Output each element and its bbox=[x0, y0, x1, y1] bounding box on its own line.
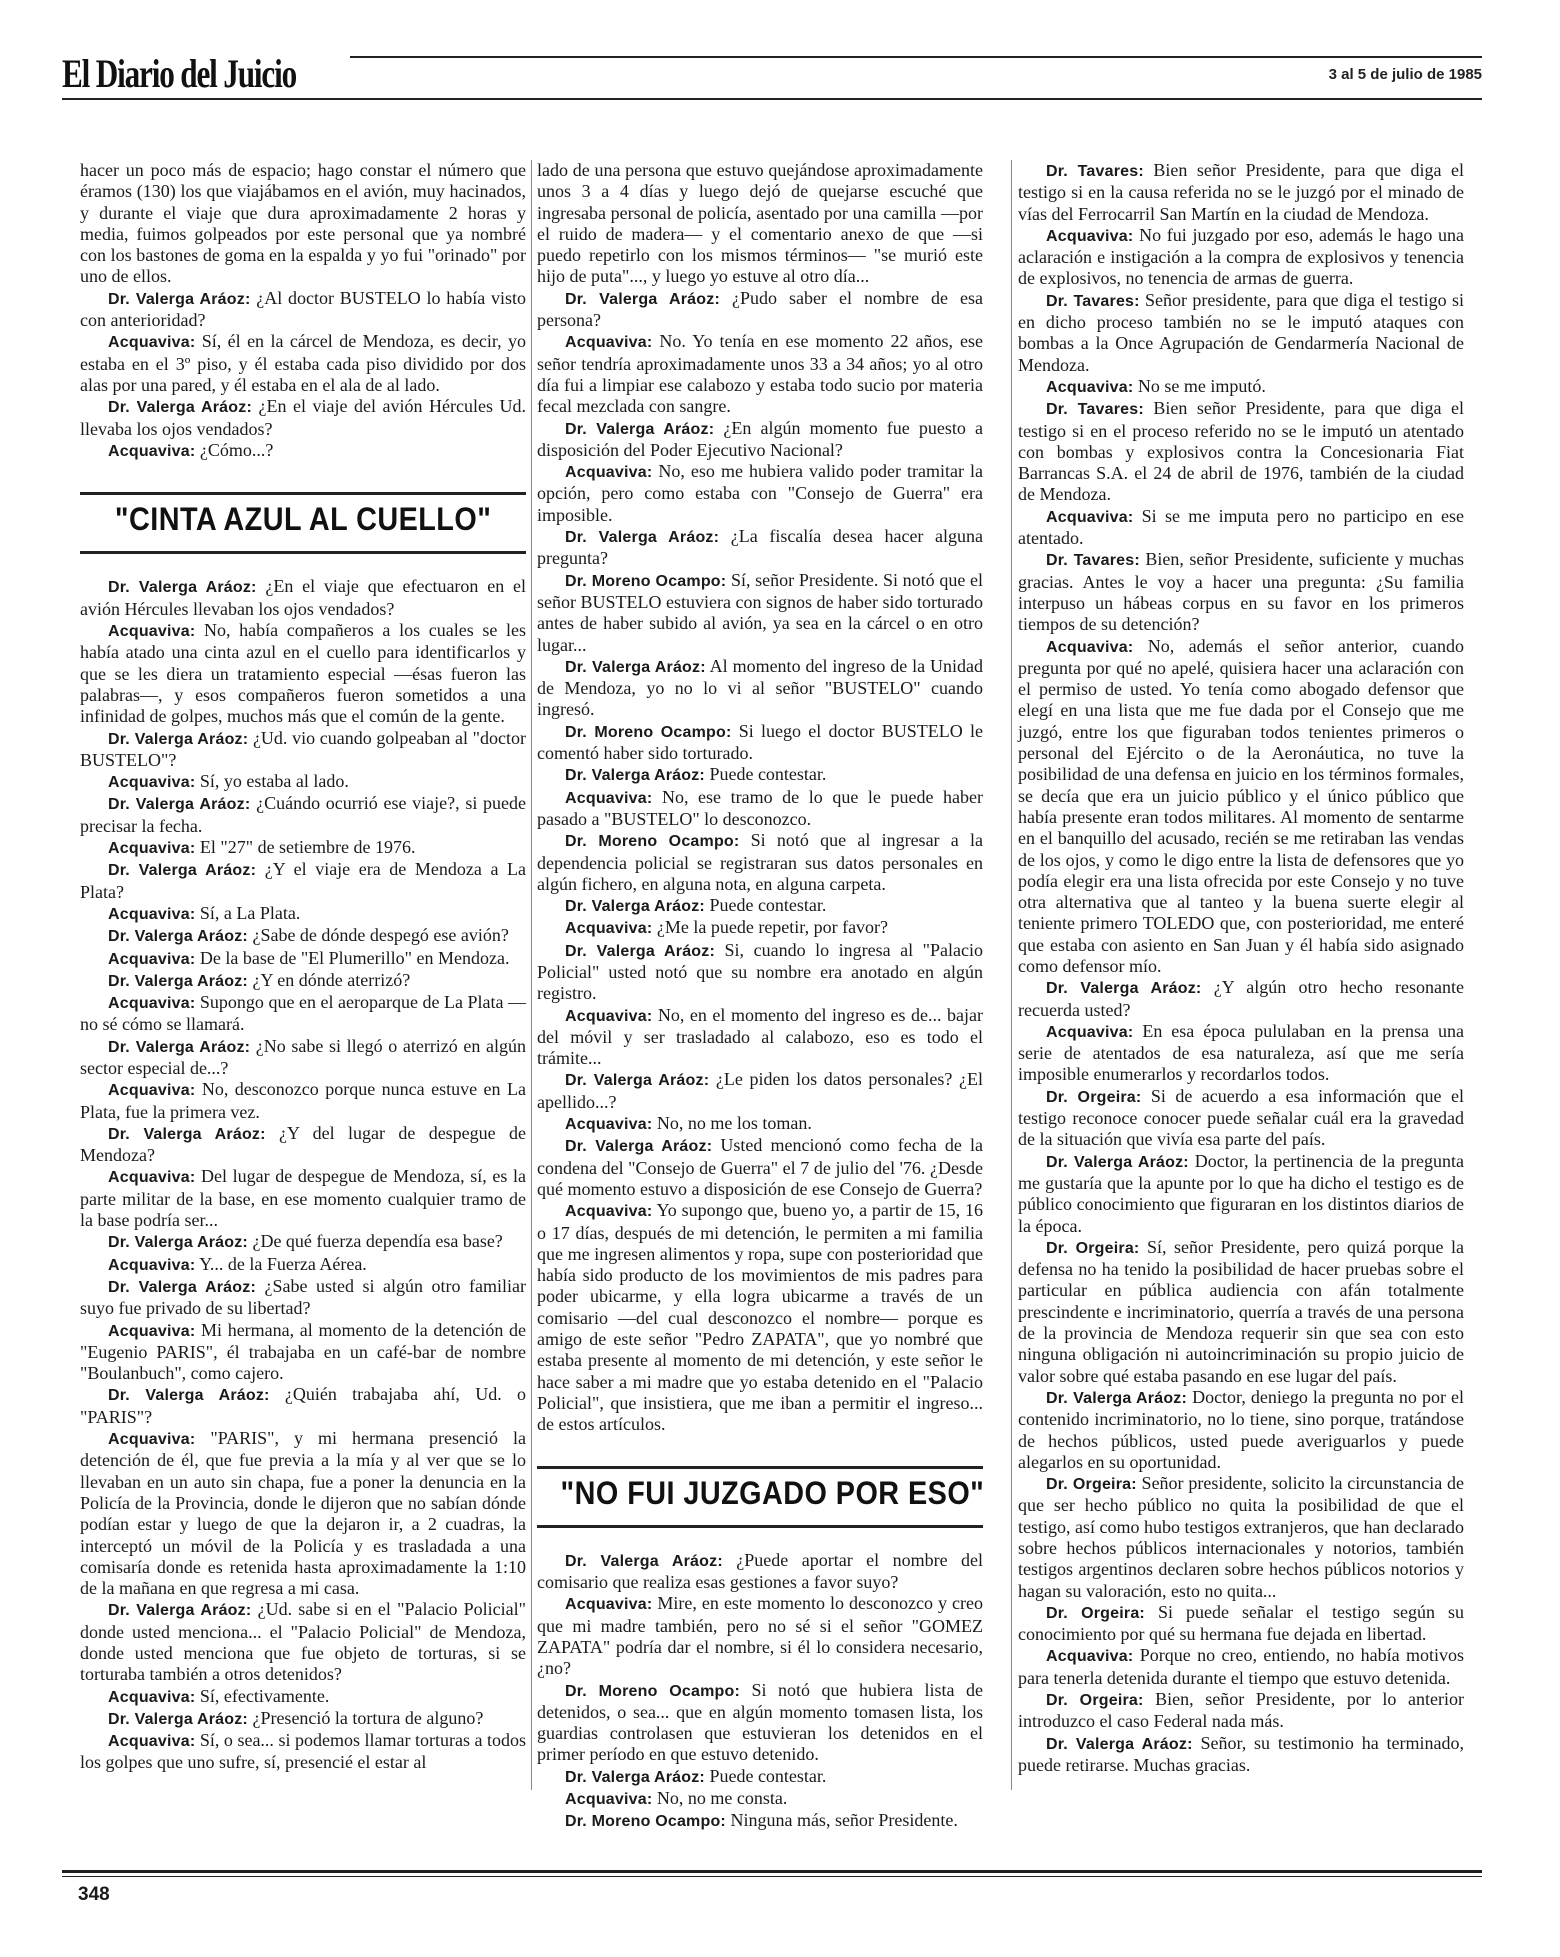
transcript-paragraph bbox=[1018, 1387, 1464, 1473]
paragraph-text: Señor presidente, solicito la circunstancia de que ser hecho público no quita la posibilidad de que el testigo, así como hubo testigos extranjeros, que han declarado sobre hechos públicos internacionales y notorios, también testigos argentinos declaren sobre hechos públicos notorios y hagan su valoración, esto no quita... bbox=[1018, 1473, 1465, 1601]
paragraph-text: Sí, señor Presidente, pero quizá porque la defensa no ha tenido la posibilidad de hacer pruebas sobre el particular en pública audiencia con afán totalmente prescindente e incriminatorio, querría a través de una persona de la provincia de Mendoza requerir sin que sea con esto ninguna obligación ni autoincriminación su propio juicio de valor sobre qué estaba pasando en ese lugar del país. bbox=[1018, 1236, 1464, 1386]
paragraph-text: ¿En el viaje que efectuaron en el avión Hércules llevaban los ojos vendados? bbox=[80, 576, 526, 619]
speaker-name: Dr. Valerga Aráoz: bbox=[108, 1278, 256, 1296]
transcript-paragraph bbox=[1018, 1086, 1464, 1151]
transcript-paragraph bbox=[537, 1113, 983, 1135]
paragraph-text: Mire, en este momento lo desconozco y creo que mi madre también, pero no sé si el señor "GOMEZ ZAPATA" podría dar el nombre, si él lo considera necesario, ¿no? bbox=[537, 1593, 983, 1679]
speaker-name: Dr. Tavares: bbox=[1046, 292, 1140, 310]
section-headline: "NO FUI JUZGADO POR ESO" bbox=[560, 1474, 985, 1511]
paragraph-text: "PARIS", y mi hermana presenció la detención de él, que fue previa a la mía y al ver que se lo llevaban en un auto sin chapa, fue a poner la denuncia en la Policía de la Provincia, donde le dijeron que no sabían dónde podían estar y luego de que la dejaron ir, a 2 cuadras, la interceptó un móvil de la Policía y es trasladada a una comisaría donde es retenida hasta aproximadamente la 1:10 de la mañana en que regresa a mi casa. bbox=[80, 1428, 526, 1599]
transcript-paragraph bbox=[537, 331, 983, 417]
transcript-paragraph bbox=[80, 948, 526, 970]
speaker-name: Acquaviva: bbox=[1046, 1648, 1134, 1666]
paragraph-text: ¿Ud. vio cuando golpeaban al "doctor BUSTELO"? bbox=[80, 727, 527, 770]
paragraph-text: Bien, señor Presidente, por lo anterior introduzco el caso Federal nada más. bbox=[1018, 1689, 1464, 1732]
speaker-name: Dr. Valerga Aráoz: bbox=[108, 1038, 251, 1056]
paragraph-text: Porque no creo, entiendo, no había motivos para tenerla detenida durante el tiempo que estuvo detenida. bbox=[1018, 1645, 1464, 1688]
paragraph-text: Si, cuando lo ingresa al "Palacio Policial" usted notó que su nombre era anotado en algún registro. bbox=[537, 939, 983, 1004]
transcript-paragraph bbox=[537, 1200, 983, 1435]
transcript-paragraph bbox=[537, 1550, 983, 1594]
text-column-1 bbox=[80, 160, 526, 1774]
transcript-paragraph bbox=[80, 1166, 526, 1231]
speaker-name: Dr. Orgeira: bbox=[1046, 1476, 1137, 1494]
transcript-paragraph bbox=[80, 331, 526, 396]
transcript-paragraph bbox=[537, 721, 983, 765]
transcript-paragraph bbox=[80, 1276, 526, 1320]
transcript-paragraph bbox=[537, 160, 983, 288]
transcript-paragraph bbox=[537, 461, 983, 526]
speaker-name: Acquaviva: bbox=[1046, 227, 1134, 245]
paragraph-text: No, desconozco porque nunca estuve en La Plata, fue la primera vez. bbox=[80, 1079, 526, 1122]
paragraph-text: ¿Sabe usted si algún otro familiar suyo fue privado de su libertad? bbox=[80, 1275, 527, 1319]
speaker-name: Dr. Valerga Aráoz: bbox=[565, 1138, 713, 1156]
transcript-paragraph bbox=[80, 1428, 526, 1599]
column-divider bbox=[531, 160, 532, 1790]
paragraph-text: Bien, señor Presidente, suficiente y muchas gracias. Antes le voy a hacer una pregunta: ¿Su familia interpuso un hábeas corpus en su favor en los primeros tiempos de su detención? bbox=[1018, 549, 1464, 635]
speaker-name: Acquaviva: bbox=[565, 1116, 653, 1134]
speaker-name: Acquaviva: bbox=[1046, 378, 1134, 396]
paragraph-text: No, eso me hubiera valido poder tramitar la opción, pero como estaba con "Consejo de Guerra" era imposible. bbox=[537, 461, 983, 525]
transcript-paragraph bbox=[1018, 1237, 1464, 1387]
paragraph-text: Al momento del ingreso de la Unidad de Mendoza, yo no lo vi al señor "BUSTELO" cuando ingresó. bbox=[537, 655, 984, 720]
paragraph-text: El "27" de setiembre de 1976. bbox=[195, 837, 416, 858]
paragraph-text: ¿Presenció la tortura de alguno? bbox=[247, 1707, 484, 1728]
speaker-name: Acquaviva: bbox=[565, 1791, 653, 1809]
paragraph-text: No. Yo tenía en ese momento 22 años, ese señor tendría aproximadamente unos 33 a 34 años; yo al otro día fui a limpiar ese calabozo y estaba todo sucio por materia fecal mezclada con sangre. bbox=[537, 331, 983, 417]
transcript-paragraph bbox=[80, 1254, 526, 1276]
transcript-paragraph bbox=[80, 793, 526, 837]
transcript-paragraph bbox=[80, 1686, 526, 1708]
speaker-name: Dr. Valerga Aráoz: bbox=[565, 420, 715, 438]
paragraph-text: lado de una persona que estuvo quejándose aproximadamente unos 3 a 4 días y luego dejó de quejarse escuché que ingresaba personal de policía, asentado por una camilla —por el ruido de madera— y el comentario anexo de que —si puedo repetirlo con los mismos términos— "se murió este hijo de puta"..., y luego yo estuve al otro día... bbox=[537, 160, 983, 287]
transcript-paragraph bbox=[80, 396, 526, 440]
speaker-name: Dr. Orgeira: bbox=[1046, 1604, 1145, 1622]
speaker-name: Dr. Tavares: bbox=[1046, 401, 1144, 419]
transcript-paragraph bbox=[80, 1079, 526, 1123]
speaker-name: Acquaviva: bbox=[108, 774, 196, 792]
masthead-rule-top bbox=[350, 56, 1482, 58]
speaker-name: Acquaviva: bbox=[108, 840, 196, 858]
paragraph-text: ¿Pudo saber el nombre de esa persona? bbox=[537, 287, 983, 331]
speaker-name: Dr. Valerga Aráoz: bbox=[108, 579, 257, 597]
transcript-paragraph bbox=[537, 1766, 983, 1788]
transcript-paragraph bbox=[1018, 1689, 1464, 1733]
paragraph-text: Sí, efectivamente. bbox=[195, 1685, 330, 1706]
paragraph-text: De la base de "El Plumerillo" en Mendoza. bbox=[195, 947, 510, 968]
newspaper-title: El Diario del Juicio bbox=[62, 51, 296, 96]
transcript-paragraph bbox=[537, 1069, 983, 1113]
speaker-name: Acquaviva: bbox=[108, 1322, 196, 1340]
transcript-paragraph bbox=[537, 787, 983, 831]
transcript-paragraph bbox=[80, 1730, 526, 1774]
page-number: 348 bbox=[78, 1884, 110, 1905]
speaker-name: Acquaviva: bbox=[108, 623, 196, 641]
masthead-rule-bottom bbox=[62, 98, 1482, 100]
speaker-name: Dr. Tavares: bbox=[1046, 163, 1144, 180]
speaker-name: Acquaviva: bbox=[565, 1007, 653, 1025]
speaker-name: Dr. Tavares: bbox=[1046, 552, 1140, 570]
paragraph-text: No, ese tramo de lo que le puede haber pasado a "BUSTELO" lo desconozco. bbox=[537, 786, 983, 829]
transcript-paragraph bbox=[80, 859, 526, 903]
speaker-name: Dr. Moreno Ocampo: bbox=[565, 1682, 740, 1700]
text-column-2 bbox=[537, 160, 983, 1833]
paragraph-text: ¿Y algún otro hecho resonante recuerda usted? bbox=[1018, 977, 1464, 1020]
speaker-name: Dr. Valerga Aráoz: bbox=[565, 290, 720, 308]
transcript-paragraph bbox=[80, 620, 526, 727]
speaker-name: Dr. Valerga Aráoz: bbox=[108, 1125, 266, 1143]
section-headline-box bbox=[537, 1466, 983, 1528]
transcript-paragraph bbox=[537, 1810, 983, 1832]
footer-rule bbox=[62, 1870, 1482, 1873]
paragraph-text: ¿Cómo...? bbox=[195, 439, 274, 460]
paragraph-text: ¿Y el viaje era de Mendoza a La Plata? bbox=[80, 859, 526, 902]
transcript-paragraph bbox=[1018, 1602, 1464, 1646]
footer-rule-thin bbox=[62, 1876, 1482, 1877]
speaker-name: Dr. Valerga Aráoz: bbox=[1046, 980, 1202, 998]
transcript-paragraph bbox=[537, 656, 983, 721]
column-divider bbox=[1011, 160, 1012, 1790]
transcript-paragraph bbox=[80, 1384, 526, 1428]
transcript-paragraph bbox=[1018, 160, 1464, 225]
speaker-name: Dr. Orgeira: bbox=[1046, 1239, 1140, 1257]
transcript-paragraph bbox=[537, 526, 983, 570]
paragraph-text: Usted mencionó como fecha de la condena del "Consejo de Guerra" el 7 de julio del '76. ¿Desde qué momento estuvo a disposición de ese Consejo de Guerra? bbox=[537, 1135, 984, 1199]
transcript-paragraph bbox=[1018, 636, 1464, 978]
transcript-paragraph bbox=[1018, 1473, 1464, 1602]
speaker-name: Acquaviva: bbox=[108, 905, 196, 923]
transcript-paragraph bbox=[1018, 549, 1464, 635]
transcript-paragraph bbox=[1018, 1733, 1464, 1777]
paragraph-text: Mi hermana, al momento de la detención de "Eugenio PARIS", él trabajaba en un café-bar de nombre "Boulanbuch", como cajero. bbox=[80, 1319, 526, 1384]
paragraph-text: Supongo que en el aeroparque de La Plata —no sé cómo se llamará. bbox=[80, 992, 526, 1035]
paragraph-text: ¿Y en dónde aterrizó? bbox=[247, 969, 411, 990]
paragraph-text: ¿Le piden los datos personales? ¿El apellido...? bbox=[537, 1069, 983, 1112]
speaker-name: Dr. Valerga Aráoz: bbox=[565, 1768, 705, 1786]
speaker-name: Dr. Orgeira: bbox=[1046, 1088, 1142, 1106]
transcript-paragraph bbox=[1018, 290, 1464, 376]
transcript-paragraph bbox=[537, 1593, 983, 1679]
paragraph-text: ¿En algún momento fue puesto a disposición del Poder Ejecutivo Nacional? bbox=[537, 417, 984, 460]
paragraph-text: Puede contestar. bbox=[704, 1765, 827, 1786]
transcript-paragraph bbox=[1018, 1645, 1464, 1689]
paragraph-text: ¿Ud. sabe si en el "Palacio Policial" donde usted menciona... el "Palacio Policial" de Mendoza, donde usted menciona que fue objeto de torturas, si se torturaba también a otros detenidos? bbox=[80, 1599, 526, 1685]
speaker-name: Acquaviva: bbox=[565, 1596, 653, 1614]
transcript-paragraph bbox=[80, 925, 526, 947]
speaker-name: Dr. Valerga Aráoz: bbox=[565, 767, 705, 785]
text-column-3 bbox=[1018, 160, 1464, 1776]
paragraph-text: ¿La fiscalía desea hacer alguna pregunta? bbox=[537, 526, 984, 569]
transcript-paragraph bbox=[537, 570, 983, 656]
speaker-name: Dr. Valerga Aráoz: bbox=[108, 928, 248, 946]
transcript-paragraph bbox=[1018, 398, 1464, 505]
speaker-name: Dr. Valerga Aráoz: bbox=[565, 1552, 723, 1570]
speaker-name: Acquaviva: bbox=[108, 1431, 196, 1449]
paragraph-text: ¿En el viaje del avión Hércules Ud. llevaba los ojos vendados? bbox=[80, 396, 526, 439]
paragraph-text: Sí, o sea... si podemos llamar torturas a todos los golpes que uno sufre, sí, presencié el estar al bbox=[80, 1730, 526, 1773]
speaker-name: Dr. Moreno Ocampo: bbox=[565, 833, 740, 851]
speaker-name: Dr. Valerga Aráoz: bbox=[1046, 1153, 1189, 1171]
transcript-paragraph bbox=[1018, 1151, 1464, 1237]
transcript-paragraph bbox=[537, 895, 983, 917]
speaker-name: Acquaviva: bbox=[108, 1082, 196, 1100]
transcript-paragraph bbox=[80, 771, 526, 793]
paragraph-text: Doctor, deniego la pregunta no por el contenido incriminatorio, no lo tiene, sino porque, tratándose de hechos públicos, usted puede averiguarlos y puede alegarlos en su oportunidad. bbox=[1018, 1386, 1464, 1472]
speaker-name: Acquaviva: bbox=[108, 1733, 196, 1751]
transcript-paragraph bbox=[537, 917, 983, 939]
speaker-name: Dr. Valerga Aráoz: bbox=[1046, 1389, 1188, 1407]
transcript-paragraph bbox=[537, 1680, 983, 1766]
paragraph-text: No, además el señor anterior, cuando pregunta por qué no apelé, quisiera hacer una aclaración con el permiso de usted. Yo tenía como abogado defensor que elegí en una lista que me fue dada por el Consejo que me juzgó, entre los que figuraban todos tenientes primeros o personal del Ejército o de la Aeronáutica, no tuve la posibilidad de una defensa en juicio en los términos formales, se decía que era un juicio público y el único público que había presente eran todos militares. Al momento de sentarme en el banquillo del acusado, recién se me retiraban las vendas de los ojos, y como le digo entre la lista de defensores que yo podía elegir era una lista ofrecida por este Consejo y no tuve otra alternativa que al tanteo y la buena suerte elegir al teniente primero TOLEDO que, con posterioridad, me enteré que estaba con asiento en San Juan y él había sido asignado como defensor mío. bbox=[1018, 635, 1464, 976]
speaker-name: Dr. Valerga Aráoz: bbox=[108, 862, 257, 880]
paragraph-text: No, no me consta. bbox=[652, 1788, 788, 1809]
speaker-name: Dr. Valerga Aráoz: bbox=[108, 1710, 248, 1728]
speaker-name: Dr. Valerga Aráoz: bbox=[565, 898, 705, 916]
speaker-name: Acquaviva: bbox=[1046, 638, 1134, 656]
speaker-name: Dr. Valerga Aráoz: bbox=[565, 942, 716, 960]
paragraph-text: Si notó que al ingresar a la dependencia policial se registraran sus datos personales en algún fichero, en alguna nota, en alguna carpeta. bbox=[537, 830, 983, 894]
paragraph-text: Puede contestar. bbox=[704, 895, 827, 916]
issue-date: 3 al 5 de julio de 1985 bbox=[1328, 66, 1482, 83]
paragraph-text: Sí, señor Presidente. Si notó que el señor BUSTELO estuviera con signos de haber sido torturado antes de haber subido al avión, ya sea en la cárcel o en otro lugar... bbox=[537, 569, 983, 655]
transcript-paragraph bbox=[1018, 977, 1464, 1021]
speaker-name: Dr. Orgeira: bbox=[1046, 1692, 1144, 1710]
paragraph-text: Sí, él en la cárcel de Mendoza, es decir, yo estaba en el 3º piso, y él estaba cada piso dividido por dos alas por una pared, y él estaba en el ala de al lado. bbox=[80, 331, 526, 395]
paragraph-text: Señor presidente, para que diga el testigo si en dicho proceso también no se le imputó ataques con bombas a la Once Agrupación de Gendarmería Nacional de Mendoza. bbox=[1018, 289, 1464, 375]
paragraph-text: Sí, a La Plata. bbox=[195, 902, 301, 923]
transcript-paragraph bbox=[1018, 225, 1464, 290]
speaker-name: Dr. Valerga Aráoz: bbox=[108, 290, 251, 308]
paragraph-text: ¿Cuándo ocurrió ese viaje?, si puede precisar la fecha. bbox=[80, 793, 527, 836]
transcript-paragraph bbox=[80, 1123, 526, 1167]
speaker-name: Acquaviva: bbox=[1046, 1023, 1134, 1041]
transcript-paragraph bbox=[80, 837, 526, 859]
paragraph-text: No, no me los toman. bbox=[652, 1113, 812, 1134]
transcript-paragraph bbox=[80, 992, 526, 1036]
transcript-paragraph bbox=[80, 1708, 526, 1730]
speaker-name: Dr. Valerga Aráoz: bbox=[1046, 1735, 1193, 1753]
paragraph-text: Si de acuerdo a esa información que el testigo reconoce conocer puede señalar cuál era la gravedad de la situación que vivía esa parte del país. bbox=[1018, 1085, 1464, 1150]
speaker-name: Acquaviva: bbox=[108, 1256, 196, 1274]
speaker-name: Acquaviva: bbox=[108, 950, 196, 968]
paragraph-text: Del lugar de despegue de Mendoza, sí, es la parte militar de la base, en ese momento cualquier tramo de la base podría ser... bbox=[80, 1166, 526, 1231]
paragraph-text: ¿Me la puede repetir, por favor? bbox=[652, 917, 889, 938]
speaker-name: Acquaviva: bbox=[565, 334, 653, 352]
transcript-paragraph bbox=[80, 440, 526, 462]
speaker-name: Acquaviva: bbox=[565, 920, 653, 938]
transcript-paragraph bbox=[537, 1135, 983, 1200]
paragraph-text: Bien señor Presidente, para que diga el testigo si en el proceso referido no se le imputó un atentado con bombas y explosivos contra la Concesionaria Fiat Barrancas S.A. el 24 de abril de 1976, también de la ciudad de Mendoza. bbox=[1018, 398, 1464, 505]
speaker-name: Acquaviva: bbox=[108, 1169, 196, 1187]
speaker-name: Acquaviva: bbox=[108, 995, 196, 1013]
speaker-name: Acquaviva: bbox=[108, 334, 196, 352]
speaker-name: Dr. Valerga Aráoz: bbox=[108, 730, 249, 748]
transcript-paragraph bbox=[537, 1005, 983, 1070]
transcript-paragraph bbox=[537, 764, 983, 786]
paragraph-text: ¿No sabe si llegó o aterrizó en algún sector especial de...? bbox=[80, 1035, 527, 1078]
speaker-name: Dr. Valerga Aráoz: bbox=[108, 1234, 248, 1252]
paragraph-text: ¿Y del lugar de despegue de Mendoza? bbox=[80, 1122, 526, 1166]
transcript-paragraph bbox=[1018, 376, 1464, 398]
paragraph-text: Bien señor Presidente, para que diga el testigo si en la causa referida no se le juzgó por el minado de vías del Ferrocarril San Martín en la ciudad de Mendoza. bbox=[1018, 160, 1464, 224]
paragraph-text: No fui juzgado por eso, además le hago una aclaración e instigación a la compra de explosivos y tenencia de explosivos, no tenencia de armas de guerra. bbox=[1018, 224, 1464, 289]
speaker-name: Dr. Valerga Aráoz: bbox=[565, 1072, 710, 1090]
paragraph-text: No, había compañeros a los cuales se les había atado una cinta azul en el cuello para identificarlos y que se les diera un tratamiento especial —ésas fueron las palabras—, y esos compañeros fueron sometidos a una infinidad de golpes, muchos más que el común de la gente. bbox=[80, 620, 526, 727]
paragraph-text: ¿De qué fuerza dependía esa base? bbox=[247, 1231, 503, 1252]
paragraph-text: No, en el momento del ingreso es de... bajar del móvil y ser trasladado al calabozo, eso es todo el trámite... bbox=[537, 1004, 983, 1069]
paragraph-text: Sí, yo estaba al lado. bbox=[195, 771, 349, 792]
paragraph-text: Señor, su testimonio ha terminado, puede retirarse. Muchas gracias. bbox=[1018, 1732, 1464, 1775]
paragraph-text: ¿Puede aportar el nombre del comisario que realiza esas gestiones a favor suyo? bbox=[537, 1549, 984, 1593]
transcript-paragraph bbox=[80, 576, 526, 620]
speaker-name: Dr. Valerga Aráoz: bbox=[108, 1387, 270, 1405]
paragraph-text: Si puede señalar el testigo según su conocimiento por qué su hermana fue dejada en libertad. bbox=[1018, 1601, 1464, 1645]
paragraph-text: No se me imputó. bbox=[1133, 375, 1266, 396]
transcript-paragraph bbox=[80, 1599, 526, 1685]
speaker-name: Dr. Moreno Ocampo: bbox=[565, 572, 727, 590]
transcript-paragraph bbox=[537, 830, 983, 895]
transcript-paragraph bbox=[80, 903, 526, 925]
transcript-paragraph bbox=[80, 160, 526, 288]
speaker-name: Acquaviva: bbox=[108, 1688, 196, 1706]
paragraph-text: Si se me imputa pero no participo en ese atentado. bbox=[1018, 505, 1464, 549]
paragraph-text: Yo supongo que, bueno yo, a partir de 15, 16 o 17 días, después de mi detención, le permiten a mi familia que me ingresen alimentos y ropa, supe con posterioridad que había sido producto de los movimientos de mis padres para poder ubicarme, y ella logra ubicarme a través de un comisario —del cual desconozco el nombre— porque es amigo de este señor "Pedro ZAPATA", que yo nombré que estaba presente al momento de mi detención, y este señor le hace saber a mi madre que yo estaba detenido en el "Palacio Policial", que insistiera, que me iban a permitir el ingreso... de estos artículos. bbox=[537, 1200, 983, 1435]
speaker-name: Acquaviva: bbox=[108, 442, 196, 460]
speaker-name: Acquaviva: bbox=[565, 789, 653, 807]
section-headline-box bbox=[80, 492, 526, 554]
transcript-paragraph bbox=[537, 418, 983, 462]
speaker-name: Dr. Valerga Aráoz: bbox=[108, 399, 252, 417]
transcript-paragraph bbox=[80, 970, 526, 992]
paragraph-text: En esa época pululaban en la prensa una serie de atentados de esa naturaleza, así que me sería imposible enumerarlos y recordarlos todos. bbox=[1018, 1020, 1464, 1085]
speaker-name: Dr. Moreno Ocampo: bbox=[565, 723, 732, 741]
speaker-name: Acquaviva: bbox=[1046, 508, 1134, 526]
paragraph-text: ¿Al doctor BUSTELO lo había visto con anterioridad? bbox=[80, 287, 527, 331]
paragraph-text: Si luego el doctor BUSTELO le comentó haber sido torturado. bbox=[537, 720, 984, 764]
paragraph-text: ¿Sabe de dónde despegó ese avión? bbox=[247, 925, 509, 946]
speaker-name: Dr. Valerga Aráoz: bbox=[565, 658, 706, 676]
transcript-paragraph bbox=[80, 1231, 526, 1253]
transcript-paragraph bbox=[1018, 506, 1464, 550]
transcript-paragraph bbox=[537, 1788, 983, 1810]
speaker-name: Acquaviva: bbox=[565, 464, 653, 482]
speaker-name: Dr. Valerga Aráoz: bbox=[565, 529, 720, 547]
section-headline: "CINTA AZUL AL CUELLO" bbox=[114, 501, 492, 538]
paragraph-text: hacer un poco más de espacio; hago constar el número que éramos (130) los que viajábamos en el avión, muy hacinados, y durante el viaje que dura aproximadamente 2 horas y media, fuimos golpeados por este personal que ya nombré con los bastones de goma en la espalda y yo fui "orinado" por uno de ellos. bbox=[80, 160, 526, 287]
speaker-name: Dr. Moreno Ocampo: bbox=[565, 1813, 726, 1831]
transcript-paragraph bbox=[537, 288, 983, 332]
speaker-name: Dr. Valerga Aráoz: bbox=[108, 796, 251, 814]
transcript-paragraph bbox=[80, 288, 526, 332]
paragraph-text: Doctor, la pertinencia de la pregunta me gustaría que la apunte por lo que ha dicho el testigo es de público conocimiento que figuraran en los distintos diarios de la época. bbox=[1018, 1150, 1464, 1236]
speaker-name: Dr. Valerga Aráoz: bbox=[108, 972, 248, 990]
transcript-paragraph bbox=[80, 728, 526, 772]
speaker-name: Acquaviva: bbox=[565, 1203, 653, 1221]
paragraph-text: Si notó que hubiera lista de detenidos, o sea... que en algún momento tomasen lista, los guardias controlasen que estuvieran los detenidos en el primer período en que estuvo detenido. bbox=[537, 1679, 984, 1765]
transcript-paragraph bbox=[537, 940, 983, 1005]
transcript-paragraph bbox=[1018, 1021, 1464, 1086]
masthead bbox=[62, 50, 1482, 98]
paragraph-text: ¿Quién trabajaba ahí, Ud. o "PARIS"? bbox=[80, 1384, 527, 1427]
speaker-name: Dr. Valerga Aráoz: bbox=[108, 1602, 252, 1620]
transcript-paragraph bbox=[80, 1320, 526, 1385]
paragraph-text: Puede contestar. bbox=[704, 764, 827, 785]
paragraph-text: Y... de la Fuerza Aérea. bbox=[195, 1253, 367, 1274]
paragraph-text: Ninguna más, señor Presidente. bbox=[725, 1810, 958, 1831]
transcript-paragraph bbox=[80, 1036, 526, 1080]
